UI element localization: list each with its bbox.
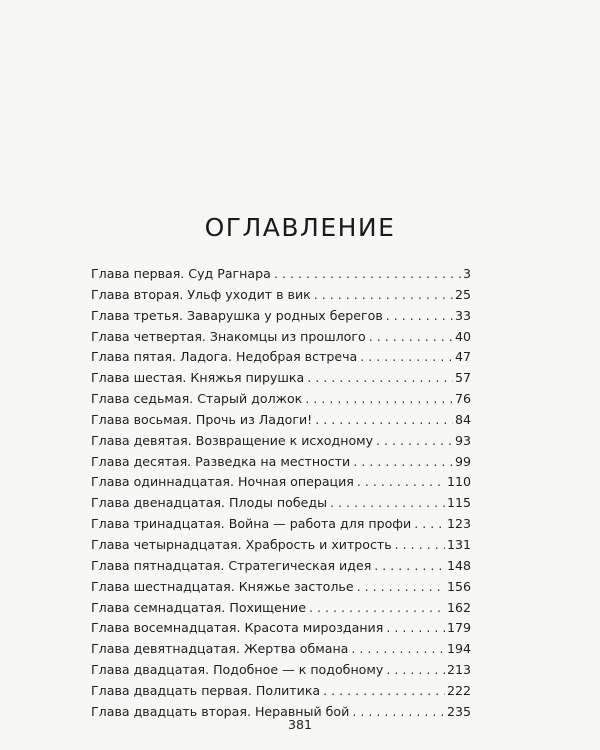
page-title: ОГЛАВЛЕНИЕ <box>204 212 396 242</box>
dot-leader <box>330 495 445 510</box>
dot-leader <box>351 641 445 656</box>
toc-entry-title: Глава двенадцатая. Плоды победы <box>91 495 328 511</box>
dot-leader <box>305 391 453 406</box>
toc-entry <box>91 266 471 287</box>
toc-entry-page: 131 <box>446 536 471 552</box>
page-number: 381 <box>287 717 313 732</box>
toc-entry <box>91 662 471 683</box>
toc-entry <box>91 495 471 516</box>
toc-entry-title: Глава семнадцатая. Похищение <box>91 599 306 615</box>
toc-entry-title: Глава седьмая. Старый должок <box>91 391 303 407</box>
toc-entry <box>91 370 471 391</box>
toc-entry <box>91 516 471 537</box>
dot-leader <box>374 558 445 573</box>
dot-leader <box>323 683 445 698</box>
toc-entry <box>91 537 471 558</box>
toc-entry <box>91 349 471 370</box>
toc-entry <box>91 308 471 329</box>
toc-entry-title: Глава вторая. Ульф уходит в вик <box>91 286 311 302</box>
toc-entry <box>91 620 471 641</box>
toc-entry <box>91 579 471 600</box>
toc-entry-page: 110 <box>446 474 471 490</box>
dot-leader <box>386 308 453 323</box>
dot-leader <box>357 579 445 594</box>
toc-entry <box>91 683 471 704</box>
toc-entry <box>91 329 471 350</box>
toc-entry-page: 222 <box>446 682 471 698</box>
toc-entry-page: 47 <box>454 349 471 365</box>
dot-leader <box>353 454 453 469</box>
toc-entry-title: Глава двадцатая. Подобное — к подобному <box>91 662 384 678</box>
toc-entry-title: Глава девятая. Возвращение к исходному <box>91 432 374 448</box>
toc-entry-title: Глава шестнадцатая. Княжье застолье <box>91 578 354 594</box>
toc-entry <box>91 454 471 475</box>
toc-entry <box>91 287 471 308</box>
toc-entry <box>91 412 471 433</box>
toc-entry-page: 84 <box>454 411 471 427</box>
toc-entry <box>91 600 471 621</box>
table-of-contents <box>91 266 471 725</box>
dot-leader <box>357 474 445 489</box>
dot-leader <box>414 516 445 531</box>
dot-leader <box>307 370 453 385</box>
toc-entry <box>91 433 471 454</box>
toc-entry-page: 76 <box>454 391 471 407</box>
toc-entry <box>91 558 471 579</box>
dot-leader <box>376 433 453 448</box>
toc-entry-page: 194 <box>446 641 471 657</box>
dot-leader <box>360 349 453 364</box>
toc-entry-title: Глава третья. Заварушка у родных берегов <box>91 307 383 323</box>
toc-entry-page: 123 <box>446 516 471 532</box>
toc-entry-page: 33 <box>454 307 471 323</box>
toc-entry-title: Глава первая. Суд Рагнара <box>91 266 271 281</box>
toc-entry-page: 25 <box>454 286 471 302</box>
toc-entry-title: Глава восемнадцатая. Красота мироздания <box>91 620 384 636</box>
dot-leader <box>369 329 453 344</box>
toc-entry-title: Глава шестая. Княжья пирушка <box>91 370 305 386</box>
dot-leader <box>395 537 445 552</box>
toc-entry-title: Глава пятая. Ладога. Недобрая встреча <box>91 349 358 365</box>
toc-entry-page: 3 <box>462 266 471 281</box>
toc-entry-page: 99 <box>454 453 471 469</box>
toc-entry-page: 156 <box>446 578 471 594</box>
toc-entry <box>91 474 471 495</box>
dot-leader <box>386 662 445 677</box>
toc-entry-title: Глава четвертая. Знакомцы из прошлого <box>91 328 366 344</box>
toc-entry-page: 213 <box>446 662 471 678</box>
toc-entry-title: Глава двадцать первая. Политика <box>91 682 321 698</box>
toc-entry-title: Глава четырнадцатая. Храбрость и хитрость <box>91 536 392 552</box>
dot-leader <box>274 266 461 281</box>
toc-entry-page: 115 <box>446 495 471 511</box>
toc-entry-page: 93 <box>454 432 471 448</box>
dot-leader <box>309 600 445 615</box>
toc-entry-title: Глава десятая. Разведка на местности <box>91 453 351 469</box>
toc-entry-title: Глава тринадцатая. Война — работа для профи <box>91 516 412 532</box>
toc-entry-title: Глава одиннадцатая. Ночная операция <box>91 474 354 490</box>
toc-entry-page: 40 <box>454 328 471 344</box>
dot-leader <box>315 412 453 427</box>
toc-entry-page: 57 <box>454 370 471 386</box>
toc-entry-page: 148 <box>446 557 471 573</box>
toc-entry-title: Глава восьмая. Прочь из Ладоги! <box>91 411 313 427</box>
toc-entry-page: 235 <box>446 703 471 719</box>
toc-entry-title: Глава двадцать вторая. Неравный бой <box>91 703 350 719</box>
dot-leader <box>314 287 453 302</box>
toc-entry <box>91 391 471 412</box>
toc-entry-page: 162 <box>446 599 471 615</box>
dot-leader <box>386 620 445 635</box>
toc-entry-page: 179 <box>446 620 471 636</box>
toc-entry-title: Глава девятнадцатая. Жертва обмана <box>91 641 349 657</box>
toc-entry <box>91 641 471 662</box>
toc-entry-title: Глава пятнадцатая. Стратегическая идея <box>91 557 372 573</box>
